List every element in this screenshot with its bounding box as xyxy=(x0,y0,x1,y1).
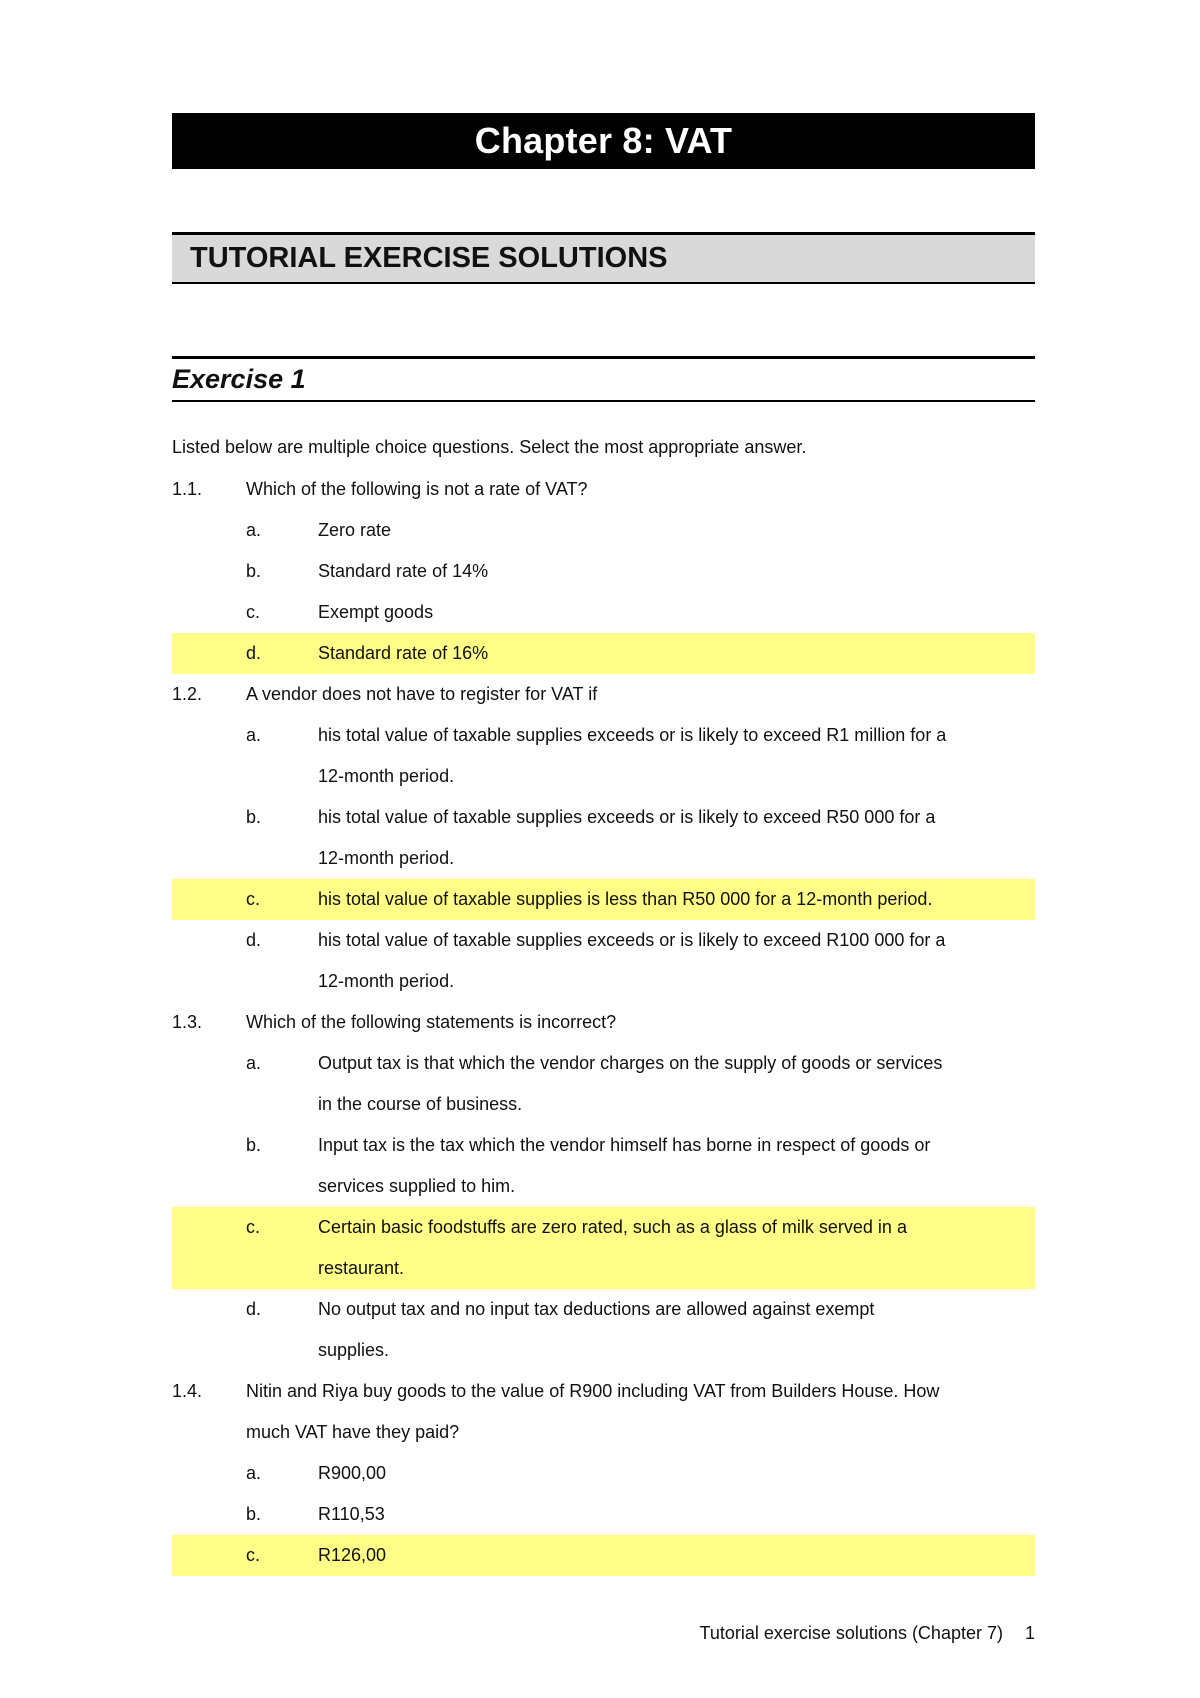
exercise-intro: Listed below are multiple choice questions. Select the most appropriate answer. xyxy=(172,437,807,457)
correct-answer-line xyxy=(172,1535,1035,1576)
option-line xyxy=(172,797,1035,838)
option-text: R900,00 xyxy=(318,1463,387,1483)
correct-answer-line xyxy=(172,1248,1035,1289)
option-text: Certain basic foodstuffs are zero rated, such as a glass of milk served in a xyxy=(318,1217,907,1237)
option-text: Standard rate of 14% xyxy=(318,561,489,581)
option-letter: d. xyxy=(246,643,262,663)
option-text: 12-month period. xyxy=(318,971,455,991)
option-line xyxy=(172,1084,1035,1125)
option-text: in the course of business. xyxy=(318,1094,523,1114)
question-number: 1.1. xyxy=(172,479,203,499)
question-number: 1.2. xyxy=(172,684,203,704)
question-line xyxy=(172,1002,1035,1043)
option-text: R110,53 xyxy=(318,1504,385,1524)
option-line xyxy=(172,920,1035,961)
question-text: much VAT have they paid? xyxy=(246,1422,460,1442)
exercise-heading: Exercise 1 xyxy=(172,356,1035,402)
question-number: 1.4. xyxy=(172,1381,203,1401)
option-line xyxy=(172,592,1035,633)
option-letter: a. xyxy=(246,1053,262,1073)
question-list xyxy=(172,469,1035,1576)
option-text: 12-month period. xyxy=(318,848,455,868)
question-text: Nitin and Riya buy goods to the value of R900 including VAT from Builders House. How xyxy=(246,1381,940,1401)
option-text: R126,00 xyxy=(318,1545,387,1565)
option-letter: c. xyxy=(246,1545,261,1565)
option-text: his total value of taxable supplies exceeds or is likely to exceed R50 000 for a xyxy=(318,807,936,827)
question-text: A vendor does not have to register for VAT if xyxy=(246,684,598,704)
question-number: 1.3. xyxy=(172,1012,203,1032)
page-footer xyxy=(700,1623,1035,1644)
document-page xyxy=(172,113,1035,1576)
option-letter: b. xyxy=(246,1504,262,1524)
option-text: his total value of taxable supplies exceeds or is likely to exceed R100 000 for a xyxy=(318,930,946,950)
question-text: Which of the following is not a rate of VAT? xyxy=(246,479,588,499)
correct-answer-line xyxy=(172,879,1035,920)
option-line xyxy=(172,1494,1035,1535)
option-line xyxy=(172,715,1035,756)
option-line xyxy=(172,1125,1035,1166)
option-letter: c. xyxy=(246,602,261,622)
option-text: Exempt goods xyxy=(318,602,434,622)
option-text: 12-month period. xyxy=(318,766,455,786)
question-line xyxy=(172,1412,1035,1453)
option-letter: b. xyxy=(246,561,262,581)
option-letter: d. xyxy=(246,930,262,950)
correct-answer-line xyxy=(172,1207,1035,1248)
option-line xyxy=(172,1289,1035,1330)
option-line xyxy=(172,961,1035,1002)
question-line xyxy=(172,469,1035,510)
option-line xyxy=(172,1330,1035,1371)
section-title: TUTORIAL EXERCISE SOLUTIONS xyxy=(172,232,1035,284)
option-letter: b. xyxy=(246,807,262,827)
page-number: 1 xyxy=(1024,1623,1035,1643)
option-letter: c. xyxy=(246,889,261,909)
option-line xyxy=(172,551,1035,592)
option-letter: a. xyxy=(246,520,262,540)
option-line xyxy=(172,838,1035,879)
option-line xyxy=(172,1453,1035,1494)
question-line xyxy=(172,674,1035,715)
option-text: Standard rate of 16% xyxy=(318,643,489,663)
option-letter: b. xyxy=(246,1135,262,1155)
option-line xyxy=(172,510,1035,551)
footer-text: Tutorial exercise solutions (Chapter 7) xyxy=(699,1623,1003,1643)
question-text: Which of the following statements is incorrect? xyxy=(246,1012,617,1032)
option-text: services supplied to him. xyxy=(318,1176,516,1196)
option-text: supplies. xyxy=(318,1340,390,1360)
option-text: Output tax is that which the vendor charges on the supply of goods or services xyxy=(318,1053,943,1073)
option-line xyxy=(172,1043,1035,1084)
question-line xyxy=(172,1371,1035,1412)
option-text: Zero rate xyxy=(318,520,392,540)
option-text: Input tax is the tax which the vendor himself has borne in respect of goods or xyxy=(318,1135,931,1155)
option-line xyxy=(172,1166,1035,1207)
option-text: his total value of taxable supplies exceeds or is likely to exceed R1 million for a xyxy=(318,725,947,745)
option-letter: a. xyxy=(246,725,262,745)
option-text: restaurant. xyxy=(318,1258,405,1278)
option-letter: a. xyxy=(246,1463,262,1483)
correct-answer-line xyxy=(172,633,1035,674)
option-letter: c. xyxy=(246,1217,261,1237)
option-letter: d. xyxy=(246,1299,262,1319)
option-text: No output tax and no input tax deductions are allowed against exempt xyxy=(318,1299,875,1319)
option-text: his total value of taxable supplies is less than R50 000 for a 12-month period. xyxy=(318,889,933,909)
option-line xyxy=(172,756,1035,797)
chapter-title: Chapter 8: VAT xyxy=(172,113,1035,169)
